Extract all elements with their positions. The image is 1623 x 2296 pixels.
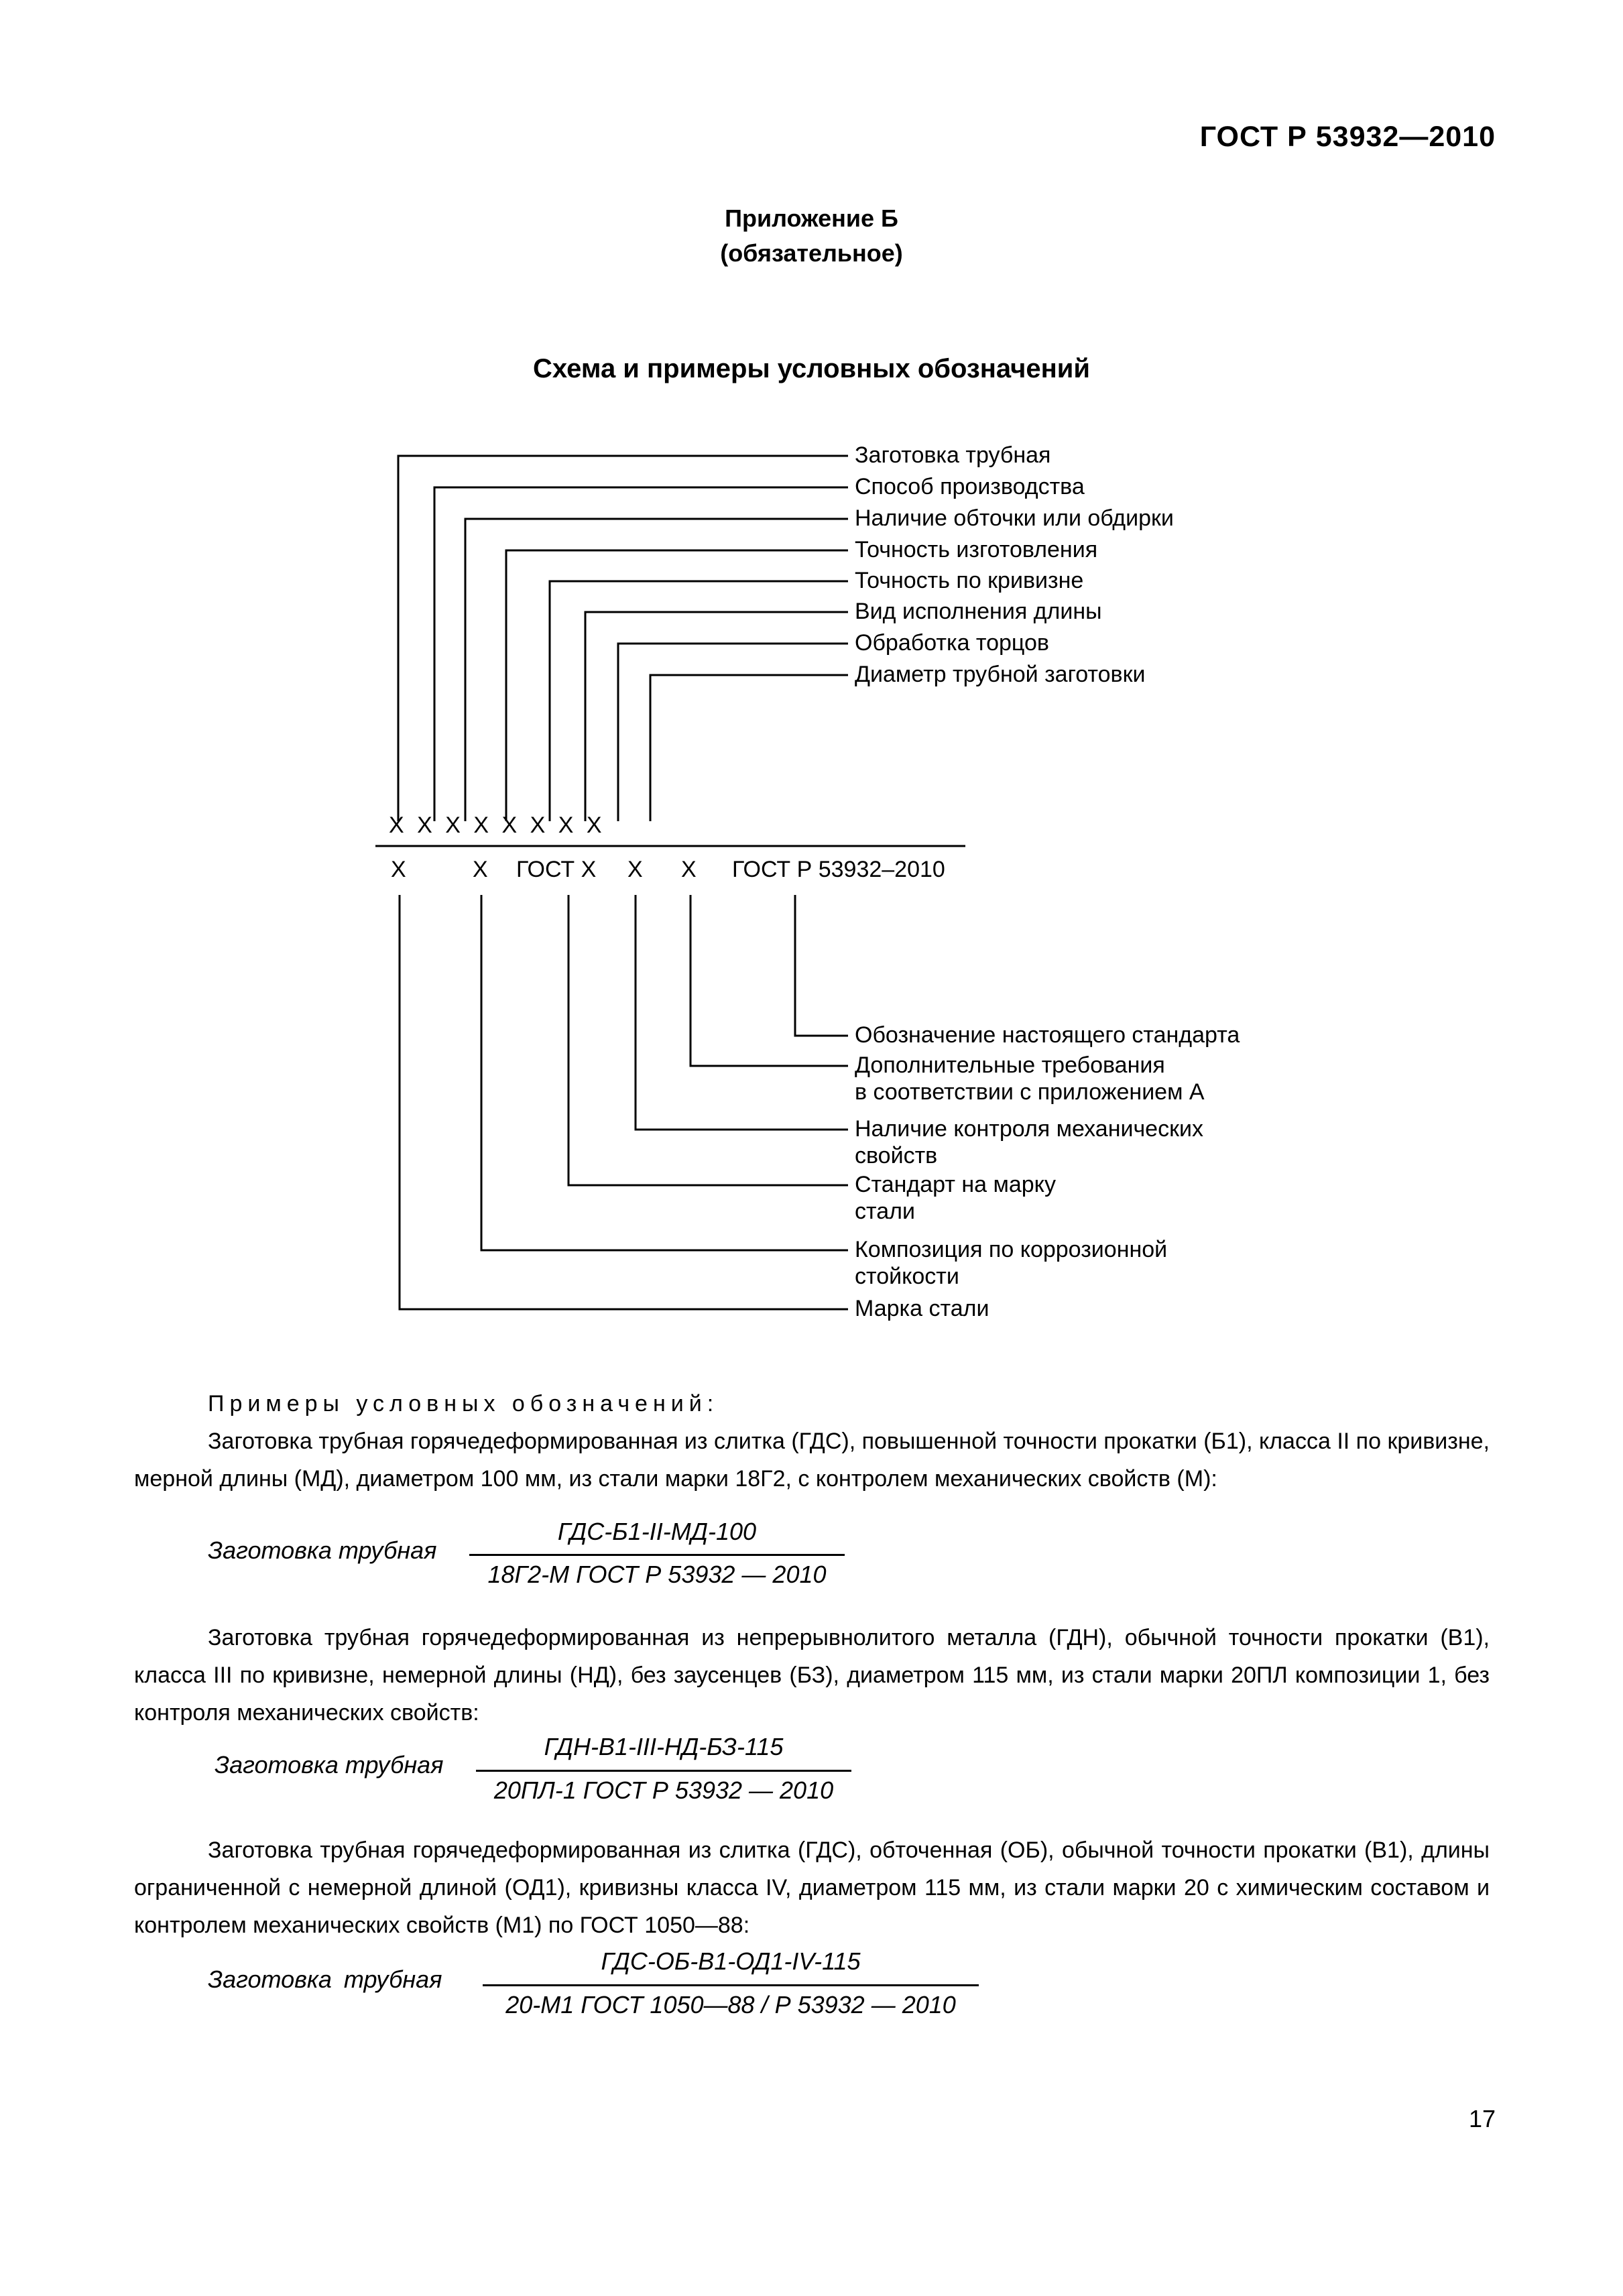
connector-line-7: [618, 644, 848, 821]
page-number: 17: [1468, 2105, 1496, 2132]
denominator-part-mechanical: Х: [627, 857, 643, 882]
label-additional-requirements: Дополнительные требования: [855, 1052, 1165, 1078]
examples-heading: Примеры условных обозначений:: [208, 1391, 719, 1416]
label-production-method: Способ производства: [855, 474, 1085, 499]
example-3-name: Заготовка трубная: [208, 1966, 442, 1993]
connector-line-4: [506, 550, 848, 821]
denominator-part-steel-standard: ГОСТ Х: [516, 857, 597, 882]
connector-line-3: [465, 519, 848, 821]
denominator-part-this-standard: ГОСТ Р 53932–2010: [732, 857, 945, 882]
example-1-name: Заготовка трубная: [208, 1536, 437, 1564]
label-mechanical-control: Наличие контроля механических: [855, 1116, 1203, 1142]
label-billet: Заготовка трубная: [855, 442, 1051, 468]
label-manufacturing-accuracy: Точность изготовления: [855, 537, 1098, 562]
standard-code: ГОСТ Р 53932—2010: [1199, 121, 1496, 153]
numerator-code: Х Х Х Х Х Х Х Х: [389, 812, 602, 838]
scheme-title: Схема и примеры условных обозначений: [533, 354, 1090, 383]
example-2-name: Заготовка трубная: [215, 1751, 444, 1778]
connector-line-12: [568, 895, 848, 1185]
label-additional-requirements-2: в соответствии с приложением А: [855, 1079, 1205, 1105]
label-corrosion-composition: Композиция по коррозионной: [855, 1237, 1168, 1262]
example-1-fraction-line: [469, 1554, 845, 1556]
label-diameter: Диаметр трубной заготовки: [855, 662, 1146, 687]
label-mechanical-control-2: свойств: [855, 1143, 938, 1168]
example-3-text: Заготовка трубная горячедеформированная из слитка (ГДС), обточенная (ОБ), обычной точности прокатки (В1), длины ограниченной с немерной длиной (ОД1), кривизны класса IV, диаметром 115 мм, из стали марки 20 с химическим составом и контролем механических свойств (М1) по ГОСТ 1050—88:: [134, 1837, 1490, 1938]
appendix-title: Приложение Б: [725, 204, 898, 232]
label-length-type: Вид исполнения длины: [855, 599, 1102, 624]
example-1-denominator: 18Г2-М ГОСТ Р 53932 — 2010: [487, 1561, 827, 1588]
denominator-part-additional: Х: [681, 857, 697, 882]
example-3-denominator: 20-М1 ГОСТ 1050—88 / Р 53932 — 2010: [505, 1991, 956, 2018]
example-2-text: Заготовка трубная горячедеформированная из непрерывнолитого металла (ГДН), обычной точности прокатки (В1), класса III по кривизне, немерной длины (НД), без заусенцев (БЗ), диаметром 115 мм, из стали марки 20ПЛ композиции 1, без контроля механических свойств:: [134, 1625, 1490, 1726]
example-2-fraction-line: [476, 1770, 851, 1772]
example-3-numerator: ГДС-ОБ-В1-ОД1-IV-115: [601, 1947, 861, 1975]
label-standard-designation: Обозначение настоящего стандарта: [855, 1022, 1240, 1048]
example-1-text: Заготовка трубная горячедеформированная из слитка (ГДС), повышенной точности прокатки (Б1), класса II по кривизне, мерной длины (МД), диаметром 100 мм, из стали марки 18Г2, с контролем механических свойств (М):: [134, 1429, 1490, 1492]
example-2-denominator: 20ПЛ-1 ГОСТ Р 53932 — 2010: [493, 1776, 834, 1804]
example-2-numerator: ГДН-В1-III-НД-БЗ-115: [544, 1733, 784, 1760]
connector-line-14: [400, 895, 848, 1309]
appendix-status: (обязательное): [720, 239, 903, 267]
label-curvature-accuracy: Точность по кривизне: [855, 568, 1084, 593]
connector-line-5: [550, 581, 848, 821]
connector-line-13: [481, 895, 848, 1250]
label-steel-grade-standard: Стандарт на марку: [855, 1172, 1056, 1197]
connector-line-2: [434, 487, 848, 821]
label-end-processing: Обработка торцов: [855, 630, 1049, 656]
example-3-fraction-line: [483, 1984, 979, 1986]
label-corrosion-composition-2: стойкости: [855, 1264, 959, 1289]
example-1-numerator: ГДС-Б1-II-МД-100: [557, 1518, 757, 1545]
connector-line-11: [636, 895, 848, 1130]
denominator-part-steel: Х: [391, 857, 406, 882]
connector-line-9: [795, 895, 848, 1036]
connector-line-8: [650, 675, 848, 821]
label-turning: Наличие обточки или обдирки: [855, 505, 1174, 531]
connector-line-10: [690, 895, 848, 1066]
label-steel-grade-standard-2: стали: [855, 1199, 915, 1224]
label-steel-grade: Марка стали: [855, 1296, 989, 1321]
denominator-part-composition: Х: [473, 857, 488, 882]
